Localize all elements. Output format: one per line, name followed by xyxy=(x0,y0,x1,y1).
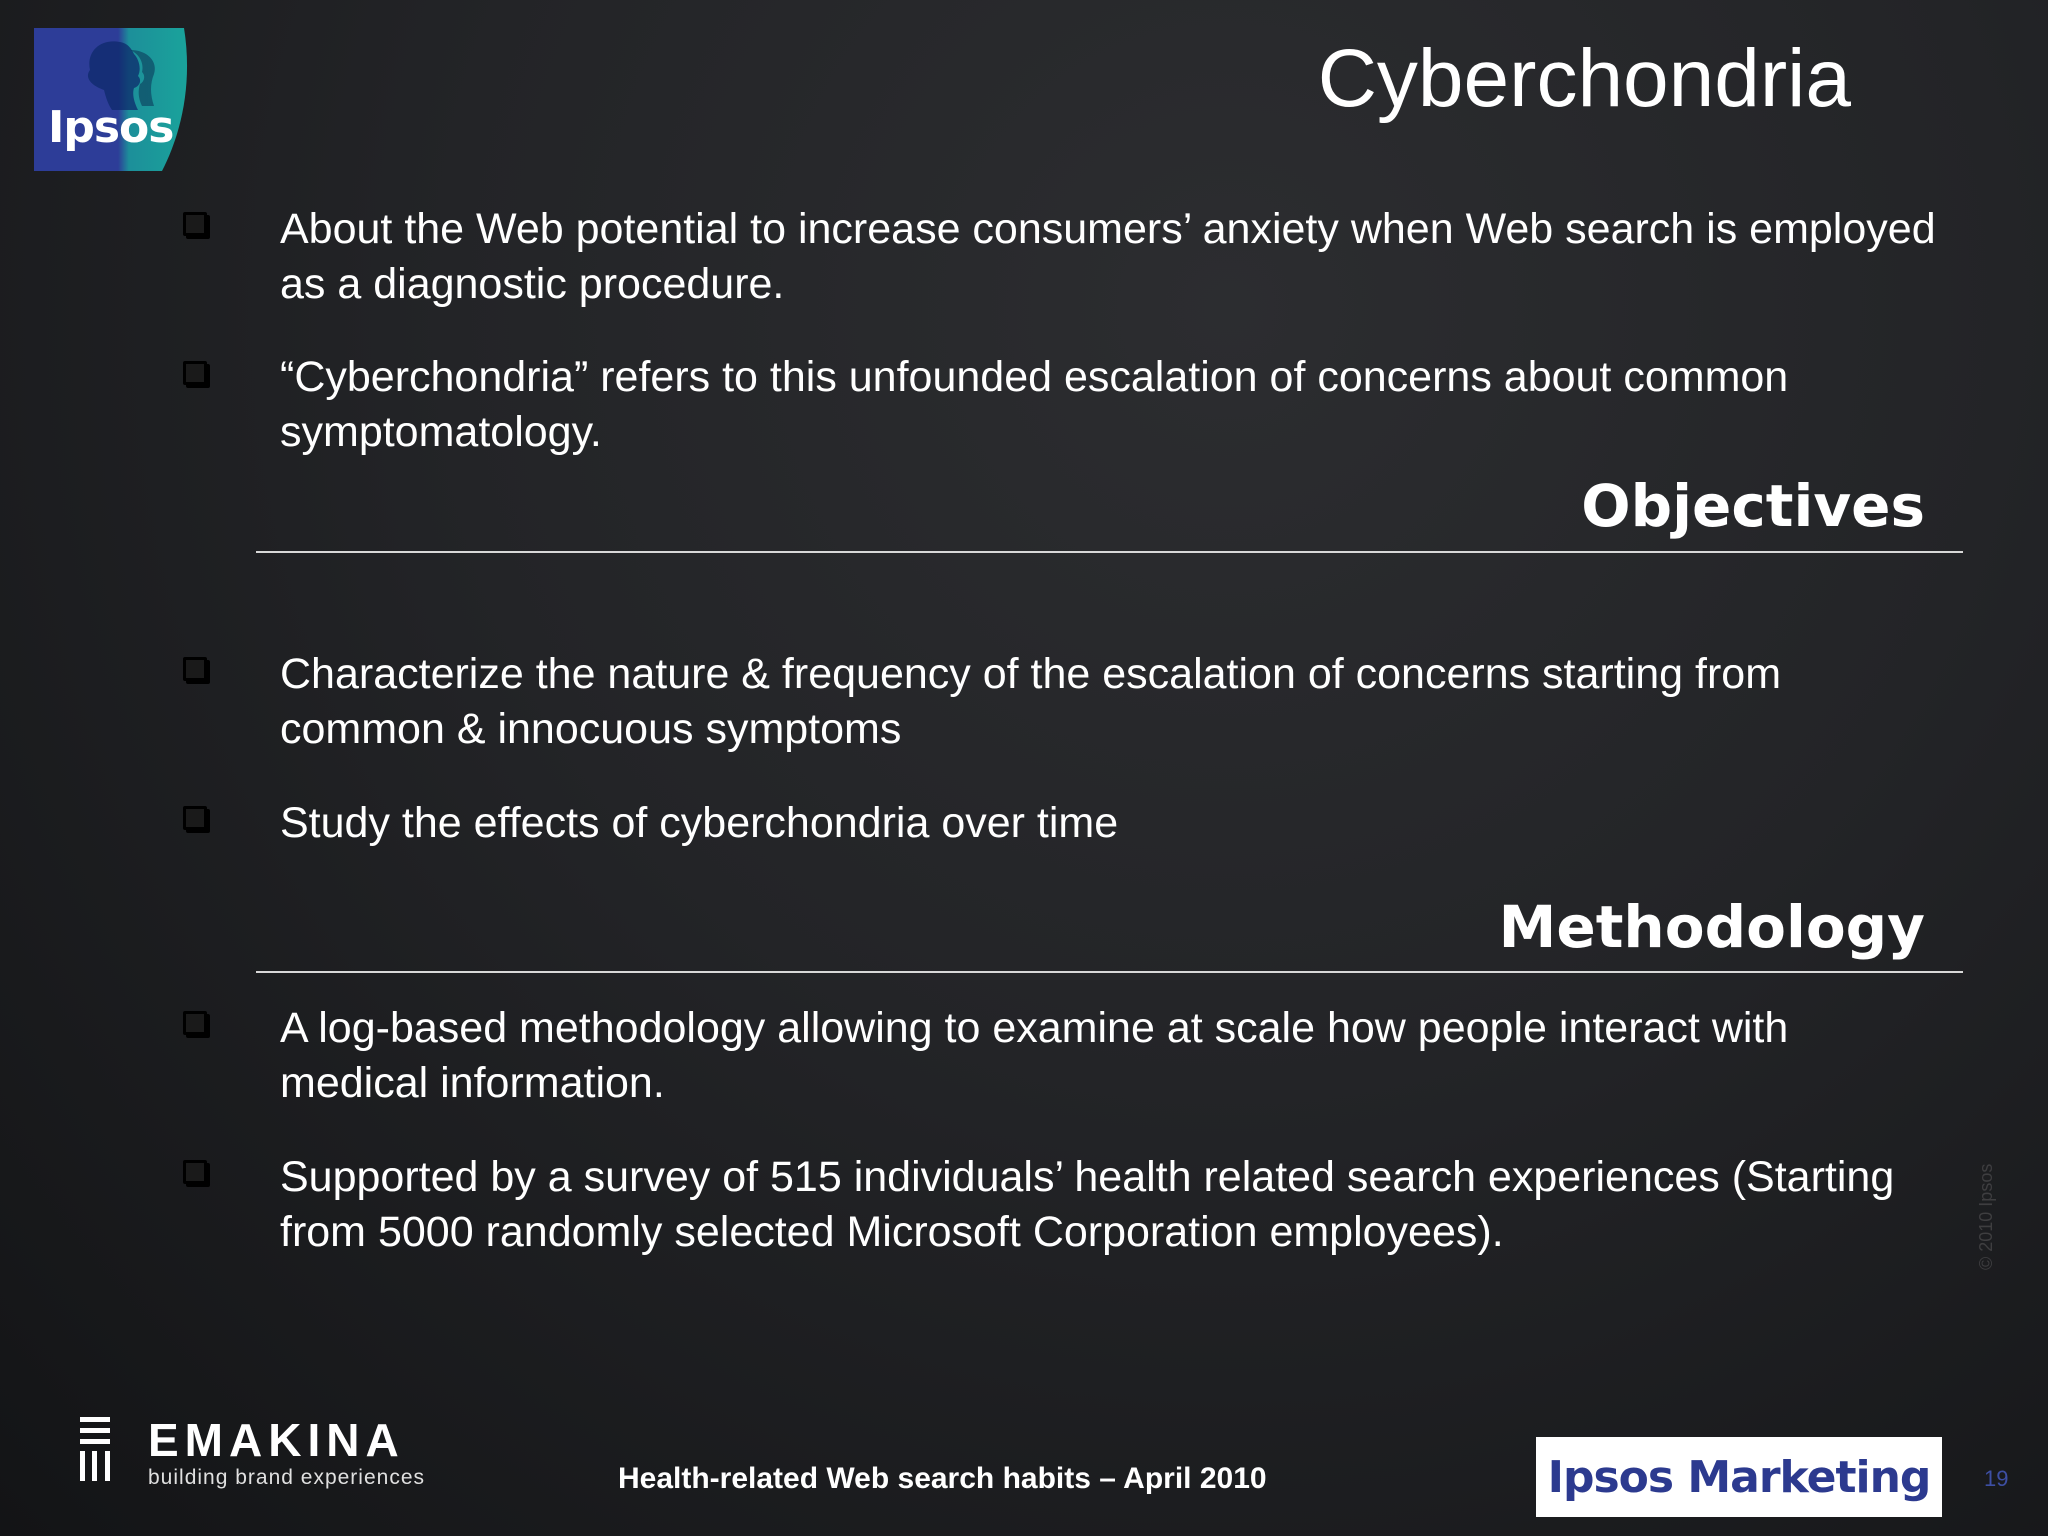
emakina-mark-icon xyxy=(80,1417,110,1481)
copyright-note xyxy=(1968,1130,2008,1270)
page-number: 19 xyxy=(1984,1466,2009,1491)
emakina-name: EMAKINA xyxy=(148,1414,405,1466)
objectives-heading: Objectives xyxy=(1581,472,1925,540)
ipsos-logo-text: Ipsos xyxy=(48,102,174,153)
intro-bullet-1: About the Web potential to increase consumers’ anxiety when Web search is employed as a diagnostic procedure. xyxy=(280,205,1936,308)
checkbox-bullet-icon xyxy=(183,1011,215,1043)
checkbox-bullet-icon xyxy=(183,657,215,689)
ipsos-marketing-text: Ipsos Marketing xyxy=(1547,1451,1931,1503)
checkbox-bullet-icon xyxy=(183,361,215,393)
footer-text: Health-related Web search habits – April 2010 xyxy=(618,1462,1267,1495)
methodology-bullet-1: A log-based methodology allowing to examine at scale how people interact with medical information. xyxy=(280,1004,1789,1107)
objectives-divider xyxy=(256,551,1963,553)
methodology-heading: Methodology xyxy=(1498,893,1925,961)
methodology-divider xyxy=(256,971,1963,973)
intro-bullet-2: “Cyberchondria” refers to this unfounded escalation of concerns about common symptomatology. xyxy=(280,353,1789,456)
copyright-text: © 2010 Ipsos xyxy=(1976,1163,1996,1270)
ipsos-marketing-logo xyxy=(1536,1437,1942,1517)
checkbox-bullet-icon xyxy=(183,806,215,838)
objectives-bullet-2: Study the effects of cyberchondria over time xyxy=(280,799,1119,847)
checkbox-bullet-icon xyxy=(183,212,215,244)
ipsos-logo xyxy=(34,28,188,171)
emakina-logo xyxy=(76,1411,446,1491)
objectives-bullet-1: Characterize the nature & frequency of the escalation of concerns starting from common & innocuous symptoms xyxy=(280,650,1782,753)
slide-title: Cyberchondria xyxy=(1317,33,1851,124)
methodology-bullet-2: Supported by a survey of 515 individuals’ health related search experiences (Starting from 5000 randomly selected Microsoft Corporation employees). xyxy=(280,1153,1895,1256)
checkbox-bullet-icon xyxy=(183,1160,215,1192)
emakina-tagline: building brand experiences xyxy=(148,1466,426,1489)
